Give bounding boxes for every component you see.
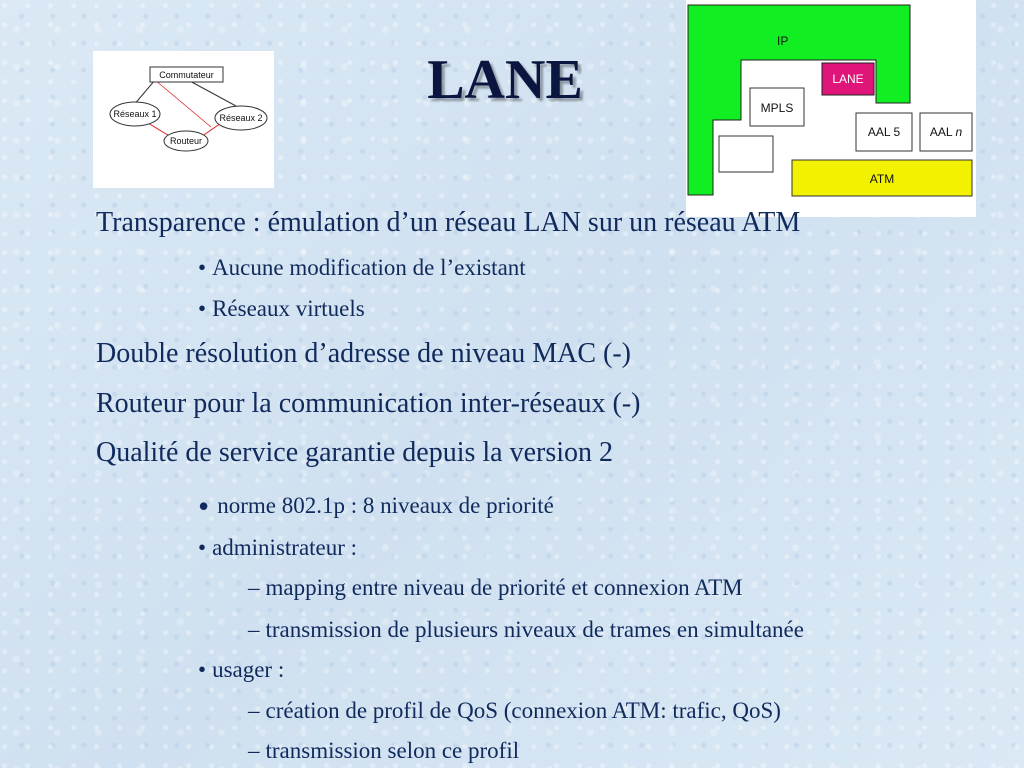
protocol-stack-svg (686, 0, 976, 217)
network-diagram (93, 51, 274, 188)
line-text: administrateur : (212, 535, 358, 560)
network-diagram-svg (93, 51, 274, 188)
line-text: transmission de plusieurs niveaux de trames en simultanée (265, 617, 804, 642)
bullet-line-3 (198, 296, 365, 322)
line-text: norme 802.1p : 8 niveaux de priorité (217, 493, 554, 518)
line-text: création de profil de QoS (connexion ATM: trafic, QoS) (265, 698, 781, 723)
line-text: Routeur pour la communication inter-réseaux (-) (96, 388, 641, 419)
line-text: mapping entre niveau de priorité et connexion ATM (265, 575, 743, 600)
dash-line-10 (248, 617, 804, 643)
line-text: Aucune modification de l’existant (212, 255, 526, 280)
bullet-line-11 (198, 657, 284, 683)
link-reseaux1-routeur (148, 123, 171, 137)
routeur-label: Routeur (169, 136, 203, 146)
dash-marker: – (248, 575, 260, 600)
dash-line-12 (248, 698, 781, 724)
link-red-cross (155, 80, 211, 127)
bullet-line-2 (198, 255, 526, 281)
line-text: Double résolution d’adresse de niveau MAC (-) (96, 338, 631, 369)
bullet-marker: • (198, 657, 207, 682)
text-line-5 (96, 388, 640, 420)
aaln-label (930, 125, 963, 139)
reseaux1-label: Réseaux 1 (113, 109, 157, 119)
mpls-label: MPLS (760, 101, 794, 115)
aaln-n: n (955, 125, 963, 139)
line-text: Réseaux virtuels (212, 296, 365, 321)
protocol-stack-diagram (686, 0, 976, 217)
bullet-line-7 (198, 488, 554, 525)
text-line-6 (96, 437, 613, 469)
line-text: Qualité de service garantie depuis la version 2 (96, 437, 614, 468)
lane-label: LANE (832, 72, 864, 86)
dash-marker: – (248, 617, 260, 642)
atm-label: ATM (869, 172, 895, 186)
line-text: usager : (212, 657, 285, 682)
aaln-prefix: AAL (929, 125, 956, 139)
bullet-line-8 (198, 535, 357, 561)
bullet-marker: • (198, 255, 207, 280)
text-line-4 (96, 338, 631, 370)
dash-line-13 (248, 738, 519, 764)
dash-marker: – (248, 738, 260, 763)
blank-block (719, 136, 773, 172)
ip-label: IP (777, 34, 789, 48)
reseaux2-label: Réseaux 2 (219, 113, 263, 123)
aal5-label: AAL 5 (867, 125, 901, 139)
bullet-marker: • (198, 535, 207, 560)
slide-title: LANE (427, 49, 583, 111)
dash-line-9 (248, 575, 743, 601)
link-commutateur-reseaux2 (188, 80, 236, 106)
bullet-marker: • (198, 488, 210, 524)
text-line-1 (96, 207, 800, 239)
line-text: Transparence : émulation d’un réseau LAN sur un réseau ATM (96, 207, 801, 238)
bullet-marker: • (198, 296, 207, 321)
dash-marker: – (248, 698, 260, 723)
commutateur-label: Commutateur (159, 70, 214, 80)
line-text: transmission selon ce profil (265, 738, 520, 763)
